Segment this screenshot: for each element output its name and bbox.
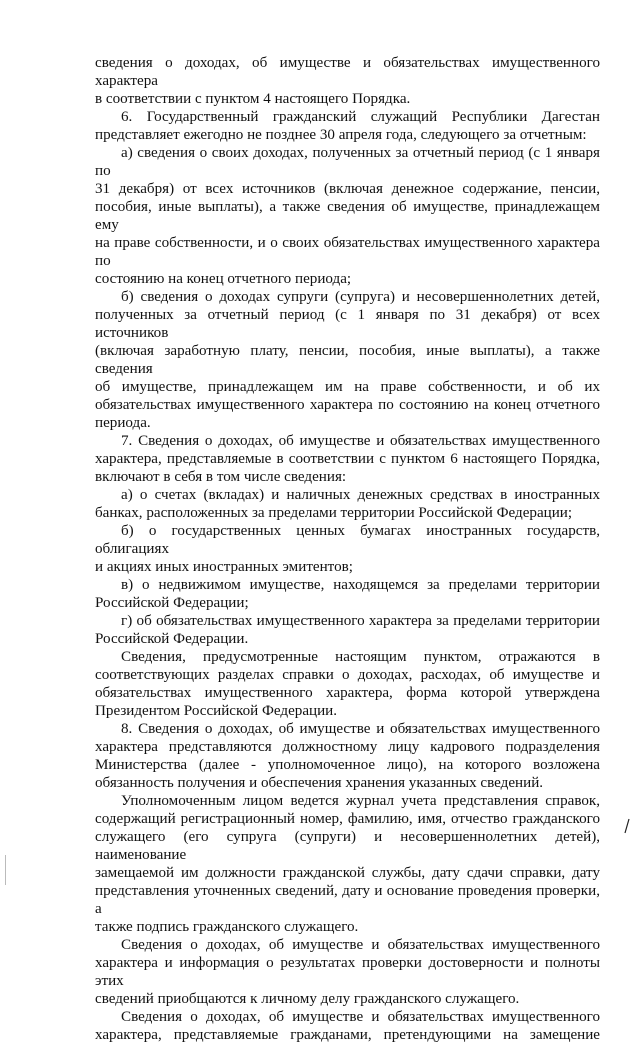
document-line: б) о государственных ценных бумагах иностранных государств, облигациях [95, 523, 600, 557]
document-line: включают в себя в том числе сведения: [95, 469, 347, 485]
document-line: представляет ежегодно не позднее 30 апреля года, следующего за отчетным: [95, 127, 587, 143]
document-line: обязательствах имущественного характера по состоянию на конец отчетного [95, 397, 600, 413]
document-line: Сведения, предусмотренные настоящим пунктом, отражаются в [121, 649, 600, 665]
document-line: а) о счетах (вкладах) и наличных денежных средствах в иностранных [121, 487, 600, 503]
document-line: полученных за отчетный период (с 1 января по 31 декабря) от всех источников [95, 307, 600, 341]
document-line: Президентом Российской Федерации. [95, 703, 338, 719]
document-line: в соответствии с пунктом 4 настоящего Порядка. [95, 91, 411, 107]
document-line: и акциях иных иностранных эмитентов; [95, 559, 353, 575]
document-line: соответствующих разделах справки о доходах, расходах, об имуществе и [95, 667, 600, 683]
document-line: 7. Сведения о доходах, об имуществе и обязательствах имущественного [121, 433, 600, 449]
document-line: характера, представляемые гражданами, претендующими на замещение [95, 1027, 600, 1043]
document-line: замещаемой им должности гражданской службы, дату сдачи справки, дату [95, 865, 600, 881]
document-line: сведений приобщаются к личному делу гражданского служащего. [95, 991, 520, 1007]
document-line: характера представляются должностному лицу кадрового подразделения [95, 739, 600, 755]
document-line: характера, представляемые в соответствии с пунктом 6 настоящего Порядка, [95, 451, 600, 467]
document-line: (включая заработную плату, пенсии, пособия, иные выплаты), а также сведения [95, 343, 600, 377]
document-line: 8. Сведения о доходах, об имуществе и обязательствах имущественного [121, 721, 600, 737]
document-body [95, 54, 600, 1044]
document-line: также подпись гражданского служащего. [95, 919, 359, 935]
document-line: Российской Федерации. [95, 631, 249, 647]
document-line: Российской Федерации; [95, 595, 249, 611]
document-line: в) о недвижимом имуществе, находящемся за пределами территории [121, 577, 600, 593]
document-line: банках, расположенных за пределами территории Российской Федерации; [95, 505, 573, 521]
document-line: Уполномоченным лицом ведется журнал учета представления справок, [121, 793, 600, 809]
document-line: характера и информация о результатах проверки достоверности и полноты этих [95, 955, 600, 989]
document-line: периода. [95, 415, 151, 431]
document-line: 6. Государственный гражданский служащий Республики Дагестан [121, 109, 600, 125]
document-line: Сведения о доходах, об имуществе и обязательствах имущественного [121, 1009, 600, 1025]
document-line: 31 декабря) от всех источников (включая денежное содержание, пенсии, [95, 181, 600, 197]
document-line: г) об обязательствах имущественного характера за пределами территории [121, 613, 600, 629]
document-line: обязательствах имущественного характера, форма которой утверждена [95, 685, 600, 701]
scan-edge-mark [5, 855, 6, 885]
document-line: состоянию на конец отчетного периода; [95, 271, 352, 287]
scan-pen-mark [624, 818, 630, 834]
document-line: обязанность получения и обеспечения хранения указанных сведений. [95, 775, 544, 791]
document-line: Министерства (далее - уполномоченное лицо), на которого возложена [95, 757, 600, 773]
document-line: содержащий регистрационный номер, фамилию, имя, отчество гражданского [95, 811, 600, 827]
document-line: служащего (его супруга (супруги) и несовершеннолетних детей), наименование [95, 829, 600, 863]
document-line: б) сведения о доходах супруги (супруга) и несовершеннолетних детей, [121, 289, 600, 305]
document-line: а) сведения о своих доходах, полученных за отчетный период (с 1 января по [95, 145, 600, 179]
document-line: представления уточненных сведений, дату и основание проведения проверки, а [95, 883, 600, 917]
document-line: пособия, иные выплаты), а также сведения об имуществе, принадлежащем ему [95, 199, 600, 233]
document-line: сведения о доходах, об имуществе и обязательствах имущественного характера [95, 55, 600, 89]
document-line: Сведения о доходах, об имуществе и обязательствах имущественного [121, 937, 600, 953]
document-line: об имуществе, принадлежащем им на праве собственности, и об их [95, 379, 600, 395]
document-line: на праве собственности, и о своих обязательствах имущественного характера по [95, 235, 600, 269]
